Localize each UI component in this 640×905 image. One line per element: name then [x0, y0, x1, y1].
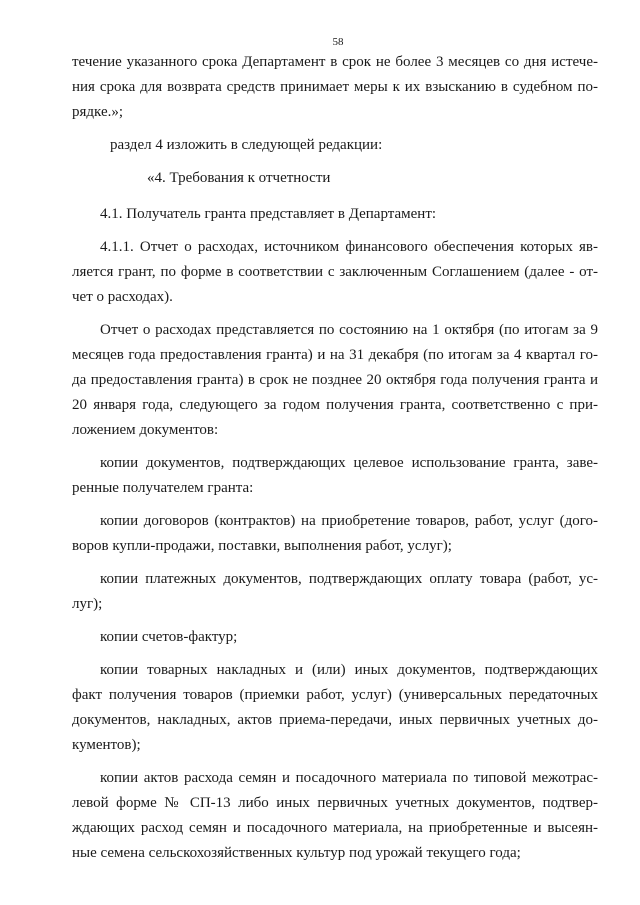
paragraph-continuation	[72, 50, 598, 125]
text-line: 4.1.1. Отчет о расходах, источником финансового обеспечения которых яв-	[100, 239, 598, 255]
text-line: копии счетов-фактур;	[100, 629, 238, 645]
list-item-waybills	[72, 658, 598, 758]
document-body	[72, 50, 598, 866]
text-line: копии договоров (контрактов) на приобретение товаров, работ, услуг (дого-	[100, 513, 598, 529]
page-number: 58	[332, 36, 344, 48]
text-line: факт получения товаров (приемки работ, услуг) (универсальных передаточных	[72, 687, 598, 703]
text-line: левой форме № СП-13 либо иных первичных учетных документов, подтвер-	[72, 795, 598, 811]
text-line: раздел 4 изложить в следующей редакции:	[110, 137, 383, 153]
text-line: ляется грант, по форме в соответствии с заключенным Соглашением (далее - от-	[72, 264, 598, 280]
text-line: ренные получателем гранта:	[72, 480, 254, 496]
text-line: луг);	[72, 596, 103, 612]
paragraph-4-1	[72, 202, 598, 227]
list-item-contracts	[72, 509, 598, 559]
text-line: копии товарных накладных и (или) иных документов, подтверждающих	[100, 662, 598, 678]
text-line: ждающих расход семян и посадочного материала, на приобретенные и высеян-	[72, 820, 598, 836]
list-item-invoices	[72, 625, 598, 650]
text-line: документов, накладных, актов приема-передачи, иных первичных учетных до-	[72, 712, 598, 728]
text-line: копии актов расхода семян и посадочного материала по типовой межотрас-	[100, 770, 598, 786]
text-line: копии платежных документов, подтверждающих оплату товара (работ, ус-	[100, 571, 598, 587]
list-item-purpose-docs	[72, 451, 598, 501]
paragraph-report-dates	[72, 318, 598, 443]
text-line: ния срока для возврата средств принимает меры к их взысканию в судебном по-	[72, 79, 598, 95]
text-line: месяцев года предоставления гранта) и на 31 декабря (по итогам за 4 квартал го-	[72, 347, 598, 363]
text-line: Отчет о расходах представляется по состоянию на 1 октября (по итогам за 9	[100, 322, 598, 338]
text-line: кументов);	[72, 737, 141, 753]
text-line: да предоставления гранта) в срок не позднее 20 октября года получения гранта и	[72, 372, 598, 388]
text-line: ные семена сельскохозяйственных культур под урожай текущего года;	[72, 845, 521, 861]
text-line: чет о расходах).	[72, 289, 173, 305]
paragraph-4-1-1	[72, 235, 598, 310]
text-line: 20 января года, следующего за годом получения гранта, соответственно с при-	[72, 397, 598, 413]
text-line: копии документов, подтверждающих целевое использование гранта, заве-	[100, 455, 598, 471]
list-item-payment-docs	[72, 567, 598, 617]
text-line: воров купли-продажи, поставки, выполнения работ, услуг);	[72, 538, 452, 554]
list-item-seed-acts	[72, 766, 598, 866]
text-line: рядке.»;	[72, 104, 124, 120]
text-line: ложением документов:	[72, 422, 219, 438]
text-line: 4.1. Получатель гранта представляет в Департамент:	[100, 206, 437, 222]
text-line: течение указанного срока Департамент в срок не более 3 месяцев со дня истече-	[72, 54, 598, 70]
section-heading	[72, 166, 598, 191]
section-heading-text: «4. Требования к отчетности	[147, 170, 331, 186]
paragraph-section-4-intro	[72, 133, 598, 158]
